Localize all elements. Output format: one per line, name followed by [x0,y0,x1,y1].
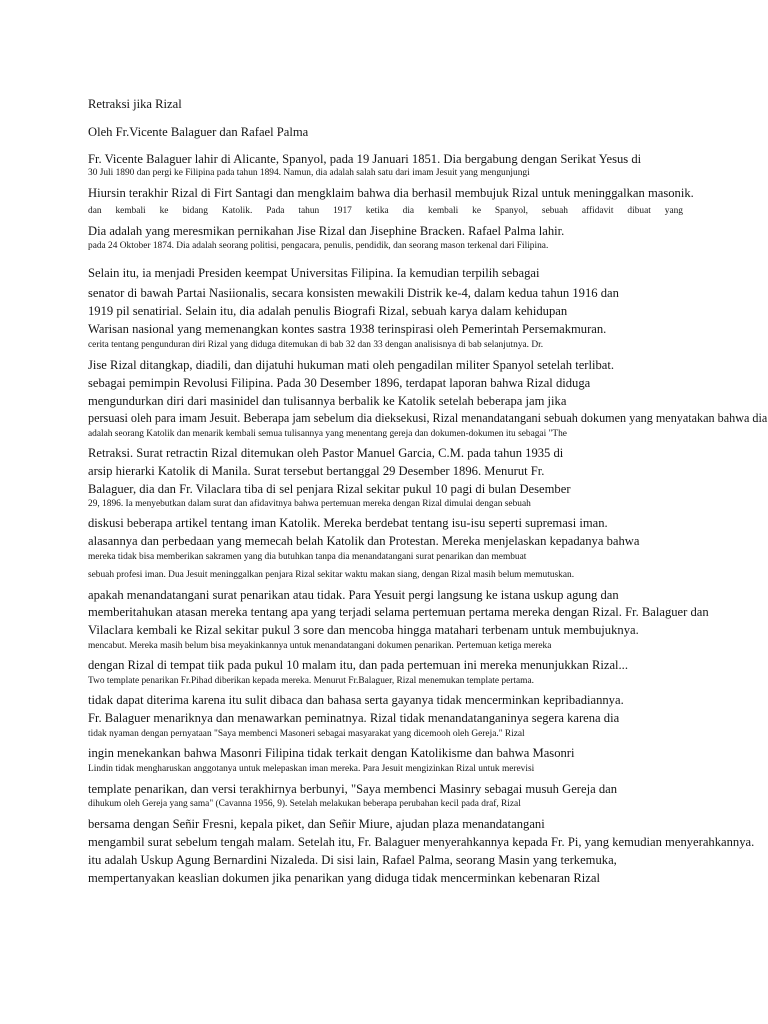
body-line: pada 24 Oktober 1874. Dia adalah seorang politisi, pengacara, penulis, pendidik, dan seorang mason terkenal dari Filipina. [88,241,549,251]
body-line: ingin menekankan bahwa Masonri Filipina tidak terkait dengan Katolikisme dan bahwa Masonri [88,746,575,760]
body-line: mencabut. Mereka masih belum bisa meyakinkannya untuk menandatangani dokumen penarikan. Pertemuan ketiga mereka [88,641,552,651]
body-line: Jise Rizal ditangkap, diadili, dan dijatuhi hukuman mati oleh pengadilan militer Spanyol setelah terlibat. [88,358,615,372]
body-line: tidak dapat diterima karena itu sulit dibaca dan bahasa serta gayanya tidak mencerminkan kepribadiannya. [88,693,624,707]
body-line: dan kembali ke bidang Katolik. Pada tahun 1917 ketika dia kembali ke Spanyol, sebuah affidavit dibuat yang [88,206,683,216]
body-line: diskusi beberapa artikel tentang iman Katolik. Mereka berdebat tentang isu-isu seperti supremasi iman. [88,516,608,530]
body-line: bersama dengan Señir Fresni, kepala piket, dan Señir Miure, ajudan plaza menandatangani [88,817,545,831]
document-title: Retraksi jika Rizal [88,97,182,111]
body-line: apakah menandatangani surat penarikan atau tidak. Para Yesuit pergi langsung ke istana uskup agung dan [88,588,619,602]
body-line: Two template penarikan Fr.Pihad diberikan kepada mereka. Menurut Fr.Balaguer, Rizal menemukan template pertama. [88,676,534,686]
body-line: memberitahukan atasan mereka tentang apa yang terjadi selama pertemuan pertama mereka dengan Rizal. Fr. Balaguer dan [88,605,709,619]
body-line: mengambil surat sebelum tengah malam. Setelah itu, Fr. Balaguer menyerahkannya kepada Fr. Pi, yang kemudian menyerahkannya. [88,835,755,849]
body-line: itu adalah Uskup Agung Bernardini Nizaleda. Di sisi lain, Rafael Palma, seorang Masin yang terkemuka, [88,853,617,867]
body-line: mereka tidak bisa memberikan sakramen yang dia butuhkan tanpa dia menandatangani surat penarikan dan membuat [88,552,527,562]
body-line: cerita tentang pengunduran diri Rizal yang diduga ditemukan di bab 32 dan 33 dengan analisisnya di bab selanjutnya. Dr. [88,340,544,350]
body-line: arsip hierarki Katolik di Manila. Surat tersebut bertanggal 29 Desember 1896. Menurut Fr. [88,464,545,478]
body-line: Lindin tidak mengharuskan anggotanya untuk melepaskan iman mereka. Para Jesuit mengizinkan Rizal untuk merevisi [88,764,535,774]
body-line: Warisan nasional yang memenangkan kontes sastra 1938 terinspirasi oleh Pemerintah Persemakmuran. [88,322,607,336]
body-line: alasannya dan perbedaan yang memecah belah Katolik dan Protestan. Mereka menjelaskan kepadanya bahwa [88,534,640,548]
body-line: mengundurkan diri dari masinidel dan tulisannya berbalik ke Katolik setelah beberapa jam jika [88,394,567,408]
body-line: Dia adalah yang meresmikan pernikahan Jise Rizal dan Jisephine Bracken. Rafael Palma lahir. [88,224,565,238]
body-line: Hiursin terakhir Rizal di Firt Santagi dan mengklaim bahwa dia berhasil membujuk Rizal untuk meninggalkan masonik. [88,186,694,200]
body-line: dihukum oleh Gereja yang sama" (Cavanna 1956, 9). Setelah melakukan beberapa perubahan kecil pada draf, Rizal [88,799,521,809]
body-line: senator di bawah Partai Nasiionalis, secara konsisten mewakili Distrik ke-4, dalam kedua tahun 1916 dan [88,286,619,300]
body-line: template penarikan, dan versi terakhirnya berbunyi, "Saya membenci Masinry sebagai musuh Gereja dan [88,782,617,796]
document-byline: Oleh Fr.Vicente Balaguer dan Rafael Palma [88,125,309,139]
body-line: Retraksi. Surat retractin Rizal ditemukan oleh Pastor Manuel Garcia, C.M. pada tahun 1935 di [88,446,564,460]
body-line: sebuah profesi iman. Dua Jesuit meninggalkan penjara Rizal sekitar waktu makan siang, dengan Rizal masih belum memutuskan. [88,570,575,580]
body-line: persuasi oleh para imam Jesuit. Beberapa jam sebelum dia dieksekusi, Rizal menandatangani sebuah dokumen yang menyatakan bahwa dia [88,411,768,425]
body-line: 29, 1896. Ia menyebutkan dalam surat dan afidavitnya bahwa pertemuan mereka dengan Rizal dimulai dengan sebuah [88,499,531,509]
body-line: Selain itu, ia menjadi Presiden keempat Universitas Filipina. Ia kemudian terpilih sebagai [88,266,540,280]
body-line: 1919 pil senatirial. Selain itu, dia adalah penulis Biografi Rizal, sebuah karya dalam kehidupan [88,304,568,318]
body-line: sebagai pemimpin Revolusi Filipina. Pada 30 Desember 1896, terdapat laporan bahwa Rizal diduga [88,376,591,390]
body-line: 30 Juli 1890 dan pergi ke Filipina pada tahun 1894. Namun, dia adalah salah satu dari imam Jesuit yang mengunjungi [88,168,530,178]
body-line: tidak nyaman dengan pernyataan "Saya membenci Masoneri sebagai masyarakat yang dicemooh oleh Gereja." Rizal [88,729,525,739]
body-line: dengan Rizal di tempat tiik pada pukul 10 malam itu, dan pada pertemuan ini mereka menunjukkan Rizal... [88,658,628,672]
body-line: Vilaclara kembali ke Rizal sekitar pukul 3 sore dan mencoba hingga matahari terbenam untuk membujuknya. [88,623,639,637]
body-line: adalah seorang Katolik dan menarik kembali semua tulisannya yang menentang gereja dan dokumen-dokumen itu sebagai "The [88,429,567,439]
body-line: Balaguer, dia dan Fr. Vilaclara tiba di sel penjara Rizal sekitar pukul 10 pagi di bulan Desember [88,482,571,496]
body-line: mempertanyakan keaslian dokumen jika penarikan yang diduga tidak mencerminkan kebenaran Rizal [88,871,600,885]
body-line: Fr. Vicente Balaguer lahir di Alicante, Spanyol, pada 19 Januari 1851. Dia bergabung dengan Serikat Yesus di [88,152,642,166]
body-line: Fr. Balaguer menariknya dan menawarkan peminatnya. Rizal tidak menandatanganinya segera karena dia [88,711,620,725]
